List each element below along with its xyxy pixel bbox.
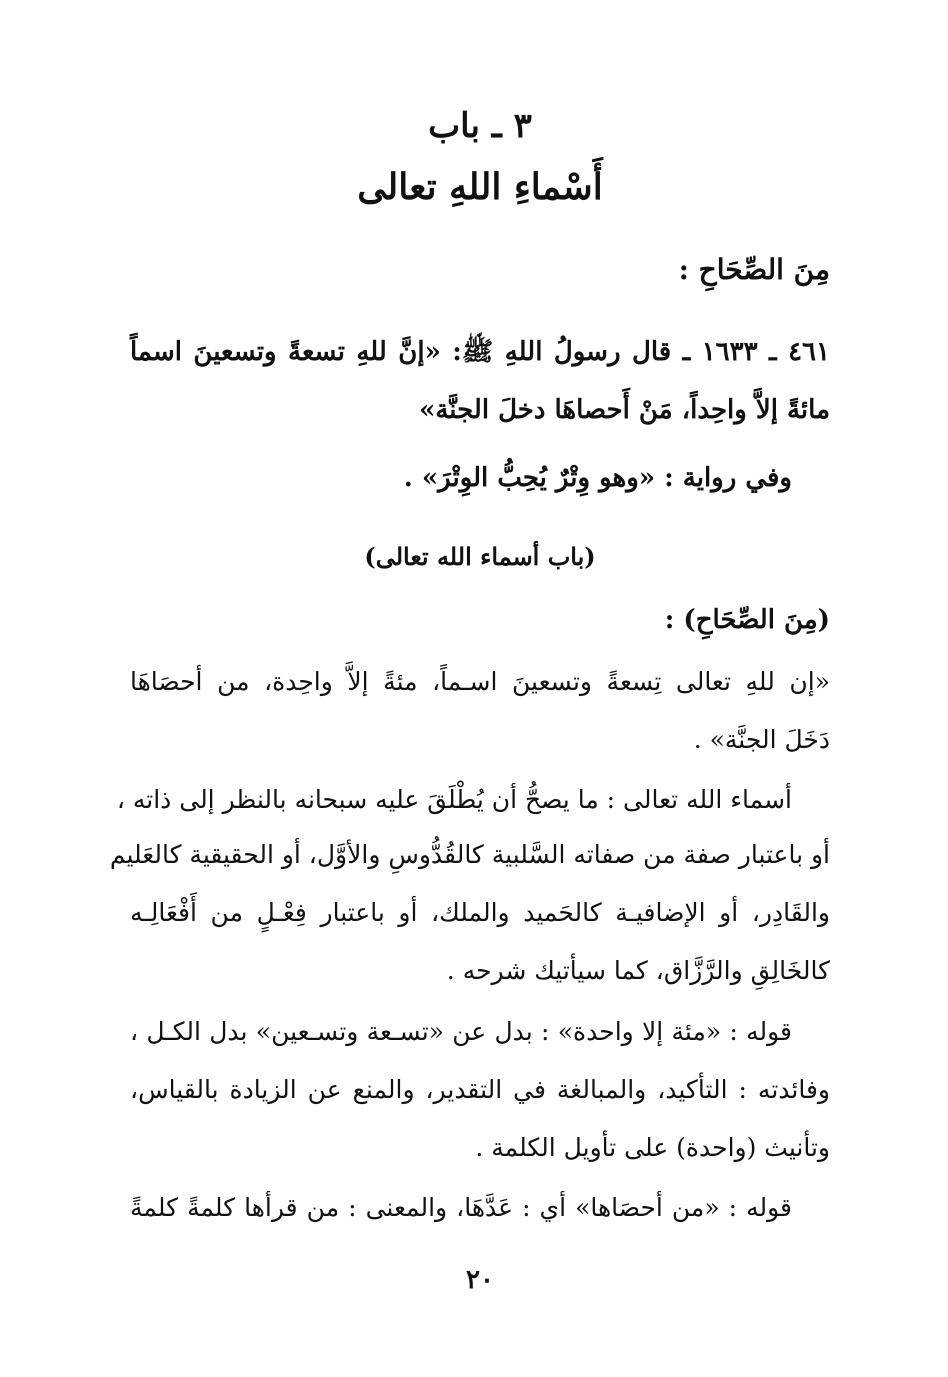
hadith-line-1: ٤٦١ ـ ١٦٣٣ ـ قال رسولُ اللهِ ﷺ: «إنَّ للهِ تسعةً وتسعينَ اسماً — [130, 337, 830, 367]
paragraph-1-line-2: دَخَلَ الجنَّة» . — [693, 725, 830, 754]
paragraph-3-line-2: وفائدته : التأكيد، والمبالغة في التقدير، والمنع عن الزيادة بالقياس، — [130, 1075, 830, 1104]
book-page — [109, 0, 830, 1377]
hadith-line-2: مائةً إلاَّ واحِداً، مَنْ أَحصاهَا دخلَ الجنَّة» — [419, 395, 830, 425]
section-heading: مِنَ الصِّحَاحِ : — [678, 253, 830, 286]
commentary-subheading: (مِنَ الصِّحَاحِ) : — [664, 605, 830, 635]
paragraph-4-line-1: قوله : «من أحصَاها» أي : عَدَّهَا، والمعنى : من قرأها كلمةً كلمةً — [130, 1193, 792, 1222]
paragraph-2-line-1: أسماء الله تعالى : ما يصحُّ أن يُطْلَقَ عليه سبحانه بالنظر إلى ذاته ، — [116, 785, 792, 814]
paragraph-1-line-1: «إن للهِ تعالى تِسعةً وتسعينَ اسـماً، مئةً إلاَّ واحِدة، من أحصَاهَا — [130, 667, 830, 696]
chapter-number: ٣ ـ باب — [428, 106, 532, 146]
paragraph-2-line-2: أو باعتبار صفة من صفاته السَّلبية كالقُدُّوسِ والأوَّل، أو الحقيقية كالعَليم — [109, 840, 830, 869]
paragraph-3-line-3: وتأنيث (واحدة) على تأويل الكلمة . — [475, 1133, 830, 1162]
paragraph-2-line-3: والقَادِر، أو الإضافيـة كالحَميد والملك، أو باعتبار فِعْـلٍ من أَفْعَالِـه — [130, 898, 830, 927]
paragraph-3-line-1: قوله : «مئة إلا واحدة» : بدل عن «تسـعة وتسـعين» بدل الكـل ، — [130, 1017, 792, 1046]
page-number: ٢٠ — [466, 1265, 494, 1295]
hadith-line-3: وفي رواية : «وهو وِتْرٌ يُحِبُّ الوِتْرَ» . — [403, 463, 792, 493]
chapter-title: أَسْماءِ اللهِ تعالى — [357, 166, 603, 208]
commentary-heading: (باب أسماء الله تعالى) — [364, 542, 596, 571]
paragraph-2-line-4: كالخَالِقِ والرَّزَّاق، كما سيأتيك شرحه . — [446, 956, 830, 985]
